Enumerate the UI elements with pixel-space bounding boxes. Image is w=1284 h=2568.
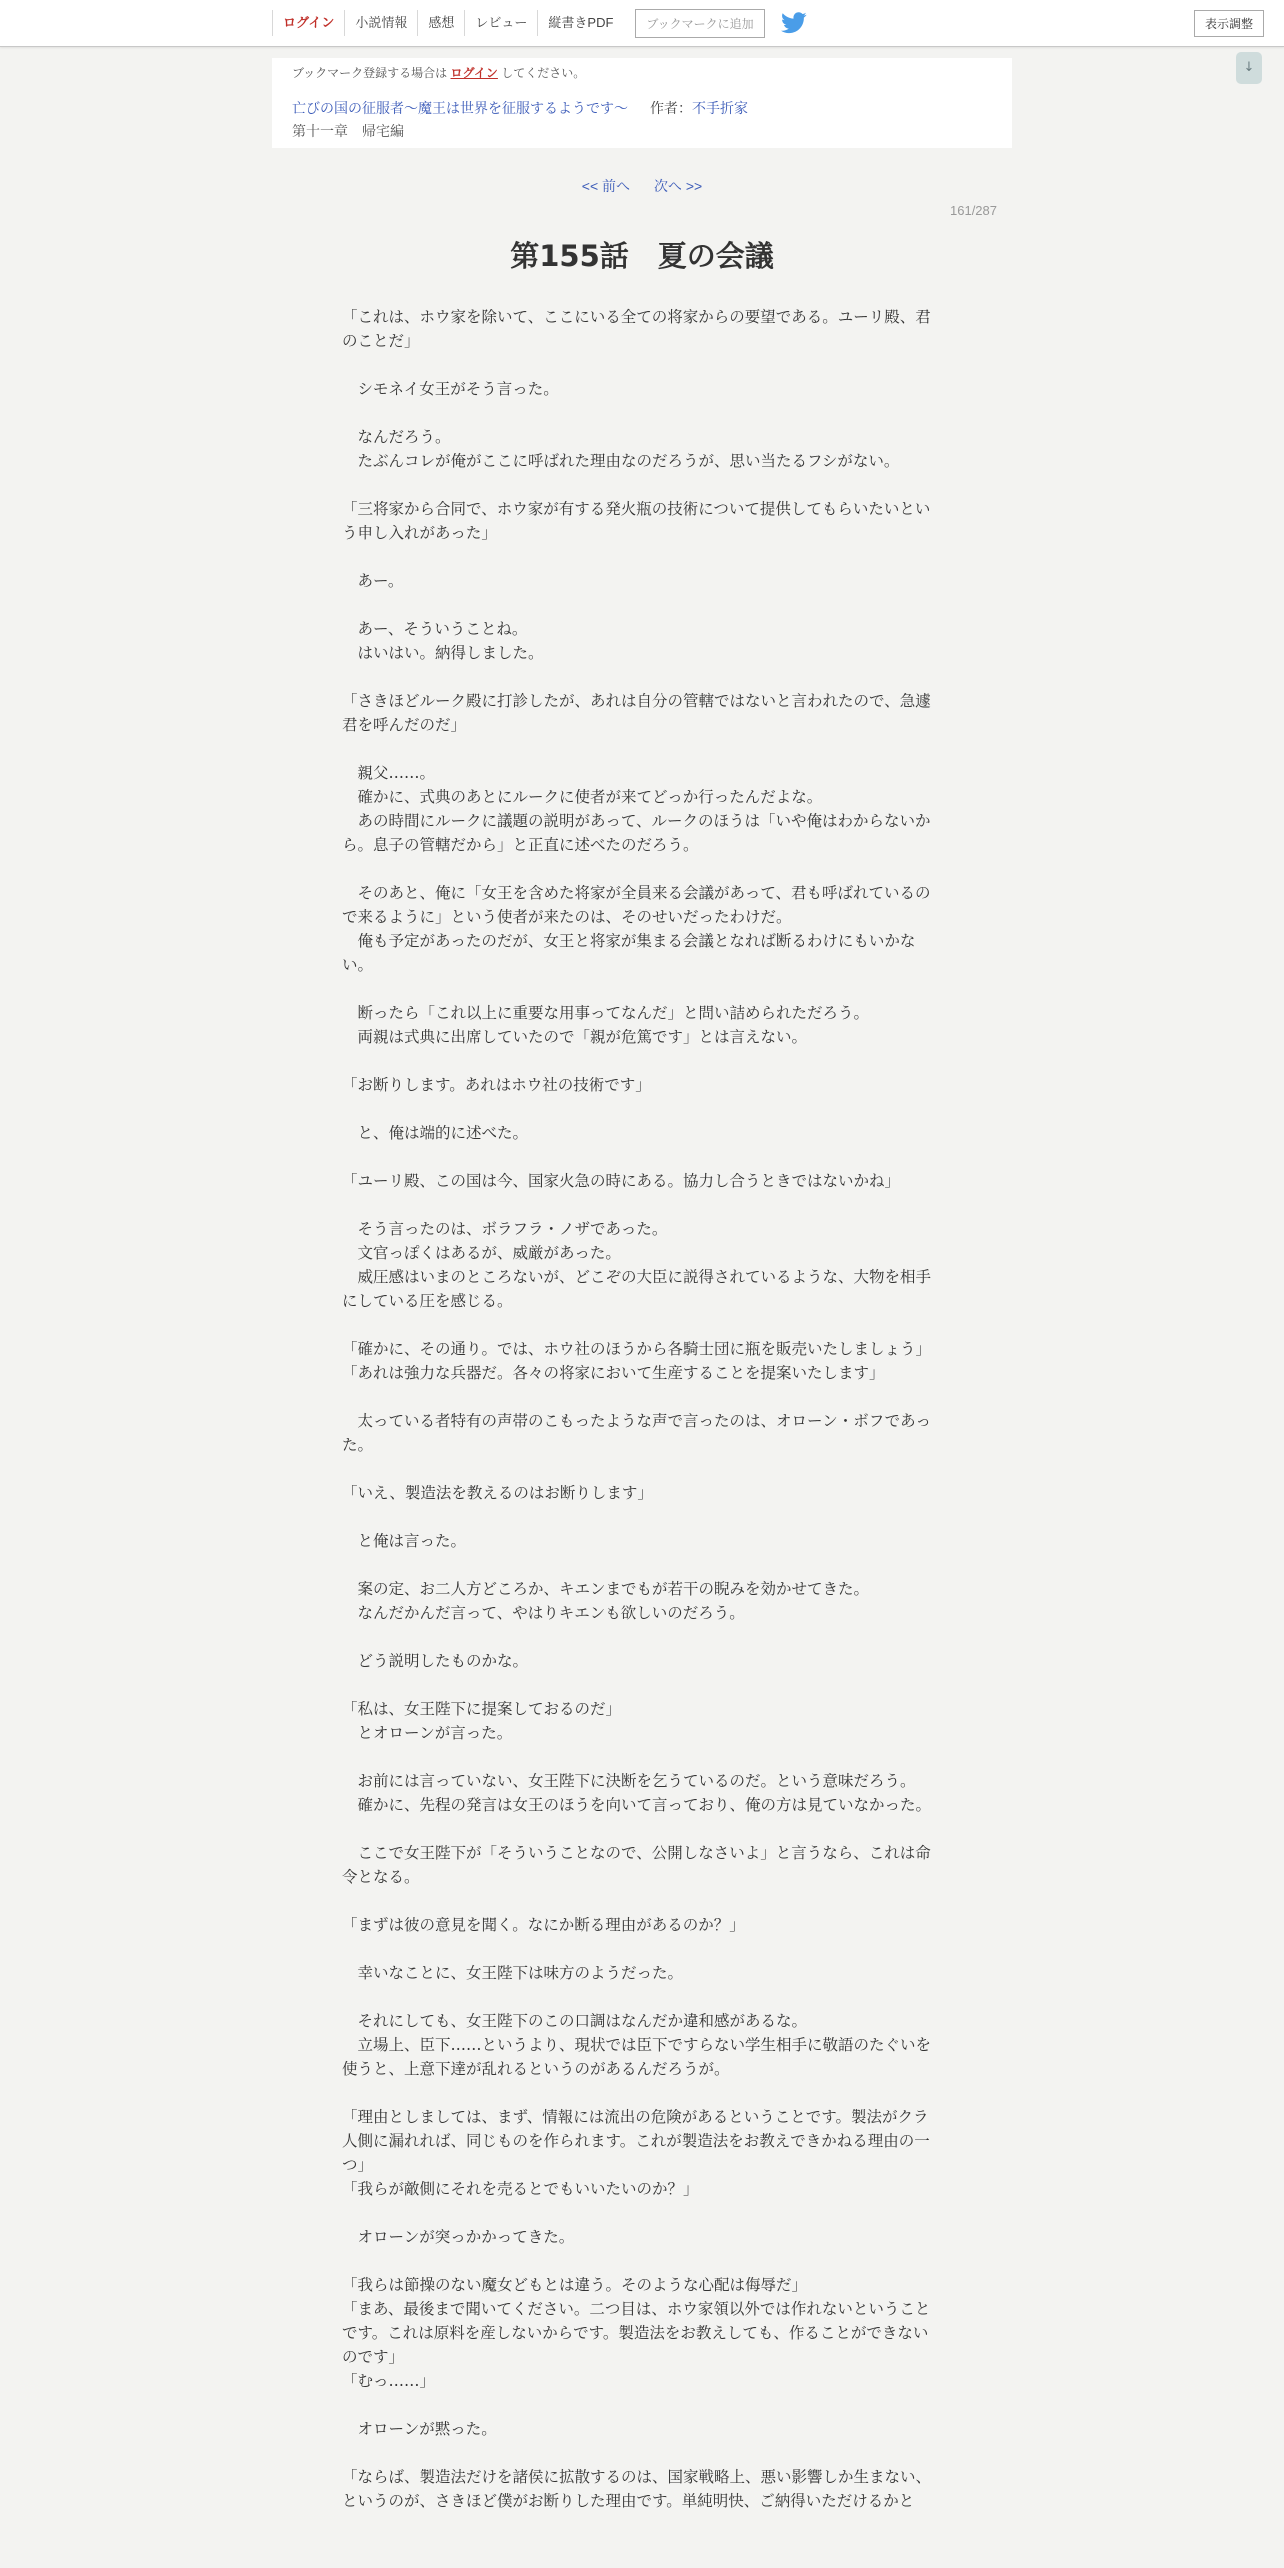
body-line — [342, 1985, 934, 2009]
body-line: どう説明したものかな。 — [342, 1652, 529, 1670]
bookmark-notice-suffix: してください。 — [501, 66, 586, 80]
body-line: 「あれは強力な兵器だ。各々の将家において生産することを提案いたします」 — [342, 1364, 885, 1382]
body-line — [342, 2081, 934, 2105]
author-link[interactable]: 不手折家 — [692, 100, 748, 116]
body-line — [342, 1937, 934, 1961]
body-line: 断ったら「これ以上に重要な用事ってなんだ」と問い詰められただろう。 — [342, 1004, 870, 1022]
review-link[interactable]: レビュー — [464, 10, 537, 36]
novel-body — [342, 305, 934, 2513]
body-line — [342, 665, 934, 689]
body-line — [342, 737, 934, 761]
body-line — [342, 1889, 934, 1913]
novel-info-link[interactable]: 小説情報 — [344, 10, 417, 36]
body-line: たぶんコレが俺がここに呼ばれた理由なのだろうが、思い当たるフシがない。 — [342, 452, 900, 470]
body-line: 威圧感はいまのところないが、どこぞの大臣に説得されているような、大物を相手にしている圧を感じる。 — [342, 1268, 932, 1310]
body-line: お前には言っていない、女王陛下に決断を乞うているのだ。という意味だろう。 — [342, 1772, 916, 1790]
body-line: シモネイ女王がそう言った。 — [342, 380, 559, 398]
body-line — [342, 401, 934, 425]
novel-title-line — [292, 98, 748, 118]
body-line — [342, 977, 934, 1001]
body-line: それにしても、女王陛下のこの口調はなんだか違和感があるな。 — [342, 2012, 808, 2030]
body-line — [342, 1673, 934, 1697]
body-line: 「ユーリ殿、この国は今、国家火急の時にある。協力し合うときではないかね」 — [342, 1172, 901, 1190]
body-line: とオローンが言った。 — [342, 1724, 513, 1742]
chapter-title: 第十一章 帰宅編 — [292, 123, 404, 139]
body-line — [342, 1745, 934, 1769]
body-line — [342, 1145, 934, 1169]
body-line: 「我らは節操のない魔女どもとは違う。そのような心配は侮辱だ」 — [342, 2276, 808, 2294]
display-settings-button[interactable]: 表示調整 — [1194, 10, 1264, 37]
body-line — [342, 545, 934, 569]
body-line — [342, 353, 934, 377]
top-nav-bar — [0, 0, 1284, 47]
body-line: そう言ったのは、ボラフラ・ノザであった。 — [342, 1220, 668, 1238]
bookmark-notice-login-link[interactable]: ログイン — [450, 66, 498, 80]
body-line — [342, 2393, 934, 2417]
body-line: 「これは、ホウ家を除いて、ここにいる全ての将家からの要望である。ユーリ殿、君のことだ」 — [342, 308, 931, 350]
bookmark-notice — [292, 64, 585, 81]
body-line: はいはい。納得しました。 — [342, 644, 544, 662]
add-bookmark-button[interactable]: ブックマークに追加 — [635, 9, 764, 38]
novel-header — [272, 58, 1012, 148]
body-line: 「ならば、製造法だけを諸侯に拡散するのは、国家戦略上、悪い影響しか生まない、というのが、さきほど僕がお断りした理由です。単純明快、ご納得いただけるかと — [342, 2468, 932, 2510]
next-episode-link[interactable]: 次へ >> — [653, 178, 703, 194]
body-line: と、俺は端的に述べた。 — [342, 1124, 529, 1142]
body-line: 俺も予定があったのだが、女王と将家が集まる会議となれば断るわけにもいかない。 — [342, 932, 916, 974]
twitter-icon[interactable] — [781, 12, 807, 34]
body-line — [342, 473, 934, 497]
body-line: 「確かに、その通り。では、ホウ社のほうから各騎士団に瓶を販売いたしましょう」 — [342, 1340, 932, 1358]
body-line: 「まあ、最後まで聞いてください。二つ目は、ホウ家領以外では作れないということです。これは原料を産しないからです。製造法をお教えしても、作ることができないのです」 — [342, 2300, 931, 2366]
body-line — [342, 593, 934, 617]
episode-title: 第155話 夏の会議 — [510, 239, 774, 273]
body-line: と俺は言った。 — [342, 1532, 467, 1550]
body-line: あー。 — [342, 572, 404, 590]
prev-episode-link[interactable]: << 前へ — [581, 178, 631, 194]
body-line — [342, 1625, 934, 1649]
body-line: 「さきほどルーク殿に打診したが、あれは自分の管轄ではないと言われたので、急遽君を呼んだのだ」 — [342, 692, 931, 734]
body-line: 「まずは彼の意見を聞く。なにか断る理由があるのか？」 — [342, 1916, 745, 1934]
body-line — [342, 1193, 934, 1217]
body-line — [342, 1553, 934, 1577]
body-line: あの時間にルークに議題の説明があって、ルークのほうは「いや俺はわからないから。息子の管轄だから」と正直に述べたのだろう。 — [342, 812, 931, 854]
body-line: なんだかんだ言って、やはりキエンも欲しいのだろう。 — [342, 1604, 745, 1622]
body-line: 「我らが敵側にそれを売るとでもいいたいのか？」 — [342, 2180, 699, 2198]
login-link[interactable]: ログイン — [272, 10, 344, 36]
body-line: なんだろう。 — [342, 428, 451, 446]
body-line: 幸いなことに、女王陛下は味方のようだった。 — [342, 1964, 684, 1982]
body-line: 案の定、お二人方どころか、キエンまでもが若干の睨みを効かせてきた。 — [342, 1580, 870, 1598]
vertical-pdf-link[interactable]: 縦書きPDF — [537, 10, 623, 36]
body-line: 太っている者特有の声帯のこもったような声で言ったのは、オローン・ボフであった。 — [342, 1412, 932, 1454]
body-line — [342, 857, 934, 881]
body-line — [342, 2249, 934, 2273]
episode-counter: 161/287 — [950, 203, 997, 218]
impressions-link[interactable]: 感想 — [417, 10, 464, 36]
body-line: 「三将家から合同で、ホウ家が有する発火瓶の技術について提供してもらいたいという申し入れがあった」 — [342, 500, 931, 542]
main-nav — [272, 0, 807, 46]
body-line: オローンが黙った。 — [342, 2420, 497, 2438]
body-line — [342, 1385, 934, 1409]
scroll-down-button[interactable]: ↓ — [1236, 52, 1262, 84]
body-line: 文官っぽくはあるが、威厳があった。 — [342, 1244, 621, 1262]
body-line: オローンが突っかかってきた。 — [342, 2228, 575, 2246]
body-line: そのあと、俺に「女王を含めた将家が全員来る会議があって、君も呼ばれているので来るように」という使者が来たのは、そのせいだったわけだ。 — [342, 884, 931, 926]
body-line — [342, 1049, 934, 1073]
body-line — [342, 2441, 934, 2465]
body-line: 両親は式典に出席していたので「親が危篤です」とは言えない。 — [342, 1028, 808, 1046]
body-line — [342, 1313, 934, 1337]
body-line: 「理由としましては、まず、情報には流出の危険があるということです。製法がクラ人側に漏れれば、同じものを作られます。これが製造法をお教えできかねる理由の一つ」 — [342, 2108, 930, 2174]
body-line: 「私は、女王陛下に提案しておるのだ」 — [342, 1700, 622, 1718]
body-line: あー、そういうことね。 — [342, 620, 528, 638]
body-line — [342, 1505, 934, 1529]
body-line: 「むっ……」 — [342, 2372, 436, 2390]
author-label: 作者： — [650, 100, 692, 116]
body-line: 確かに、式典のあとにルークに使者が来てどっか行ったんだよな。 — [342, 788, 823, 806]
bookmark-notice-prefix: ブックマーク登録する場合は — [292, 66, 448, 80]
body-line: 確かに、先程の発言は女王のほうを向いて言っており、俺の方は見ていなかった。 — [342, 1796, 932, 1814]
body-line: 親父……。 — [342, 764, 436, 782]
body-line — [342, 1817, 934, 1841]
body-line: ここで女王陛下が「そういうことなので、公開しなさいよ」と言うなら、これは命令となる。 — [342, 1844, 931, 1886]
body-line — [342, 2201, 934, 2225]
body-line: 「いえ、製造法を教えるのはお断りします」 — [342, 1484, 653, 1502]
body-line — [342, 1457, 934, 1481]
body-line — [342, 1097, 934, 1121]
episode-pager — [0, 176, 1284, 196]
body-line: 「お断りします。あれはホウ社の技術です」 — [342, 1076, 651, 1094]
novel-title-link[interactable]: 亡びの国の征服者～魔王は世界を征服するようです～ — [292, 100, 628, 116]
body-line: 立場上、臣下……というより、現状では臣下ですらない学生相手に敬語のたぐいを使うと、上意下達が乱れるというのがあるんだろうが。 — [342, 2036, 932, 2078]
